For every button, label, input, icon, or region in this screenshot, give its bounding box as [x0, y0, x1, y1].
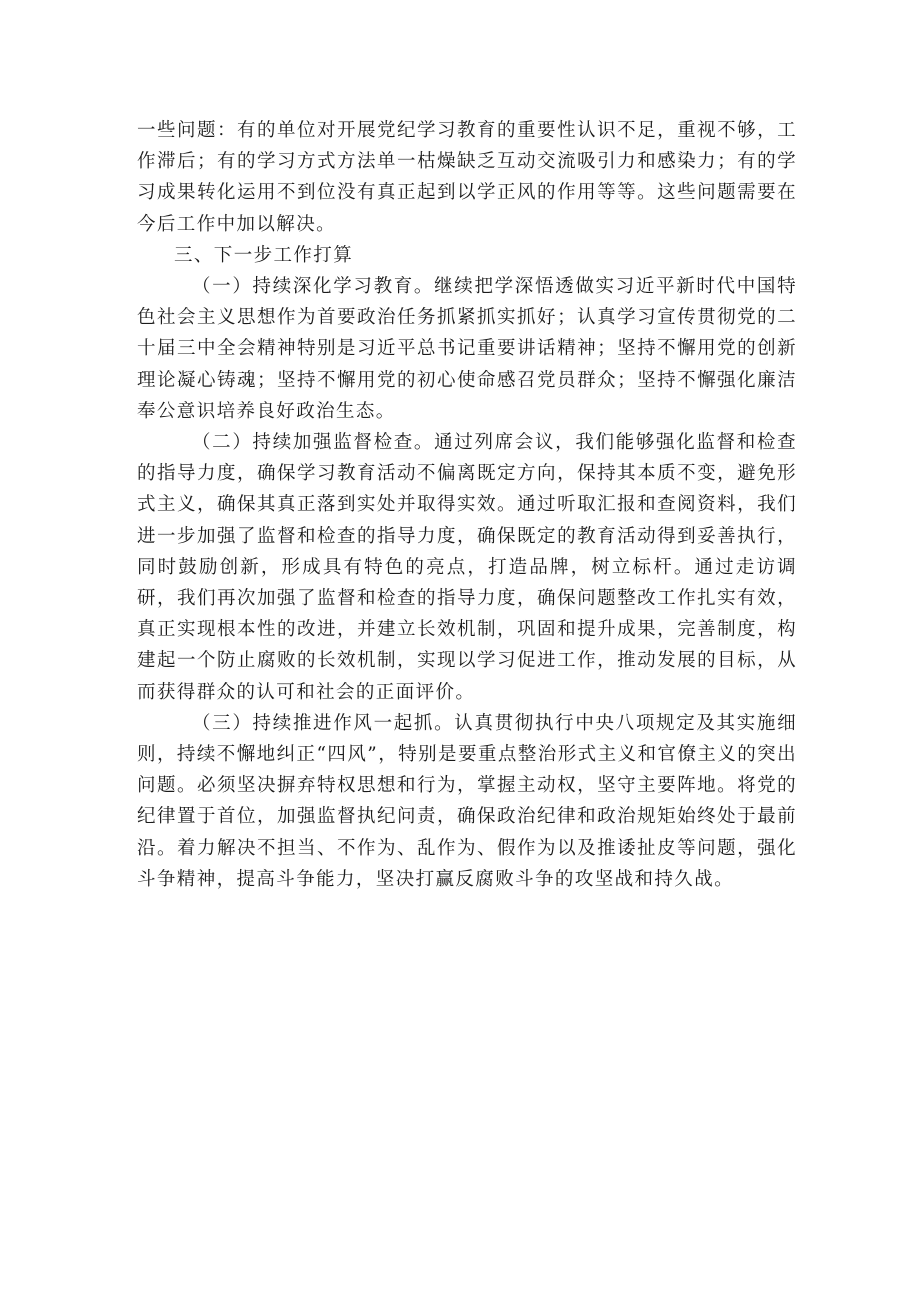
section-heading-next-steps: 三、下一步工作打算 [174, 244, 354, 266]
document-body [137, 115, 797, 895]
paragraph-problems-continuation: 一些问题：有的单位对开展党纪学习教育的重要性认识不足，重视不够，工作滞后；有的学习方式方法单一枯燥缺乏互动交流吸引力和感染力；有的学习成果转化运用不到位没有真正起到以学正风的作用等等。这些问题需要在今后工作中加以解决。 [137, 120, 797, 235]
paragraph-item-1-study: （一）持续深化学习教育。继续把学深悟透做实习近平新时代中国特色社会主义思想作为首要政治任务抓紧抓实抓好；认真学习宣传贯彻党的二十届三中全会精神特别是习近平总书记重要讲话精神；坚持不懈用党的创新理论凝心铸魂；坚持不懈用党的初心使命感召党员群众；坚持不懈强化廉洁奉公意识培养良好政治生态。 [137, 276, 797, 422]
paragraph-item-2-supervision: （二）持续加强监督检查。通过列席会议，我们能够强化监督和检查的指导力度，确保学习教育活动不偏离既定方向，保持其本质不变，避免形式主义，确保其真正落到实处并取得实效。通过听取汇报和查阅资料，我们进一步加强了监督和检查的指导力度，确保既定的教育活动得到妥善执行，同时鼓励创新，形成具有特色的亮点，打造品牌，树立标杆。通过走访调研，我们再次加强了监督和检查的指导力度，确保问题整改工作扎实有效，真正实现根本性的改进，并建立长效机制，巩固和提升成果，完善制度，构建起一个防止腐败的长效机制，实现以学习促进工作，推动发展的目标，从而获得群众的认可和社会的正面评价。 [137, 432, 797, 703]
paragraph-item-3-work-style: （三）持续推进作风一起抓。认真贯彻执行中央八项规定及其实施细则，持续不懈地纠正“四风”，特别是要重点整治形式主义和官僚主义的突出问题。必须坚决摒弃特权思想和行为，掌握主动权，坚守主要阵地。将党的纪律置于首位，加强监督执纪问责，确保政治纪律和政治规矩始终处于最前沿。着力解决不担当、不作为、乱作为、假作为以及推诿扯皮等问题，强化斗争精神，提高斗争能力，坚决打赢反腐败斗争的攻坚战和持久战。 [137, 712, 797, 890]
